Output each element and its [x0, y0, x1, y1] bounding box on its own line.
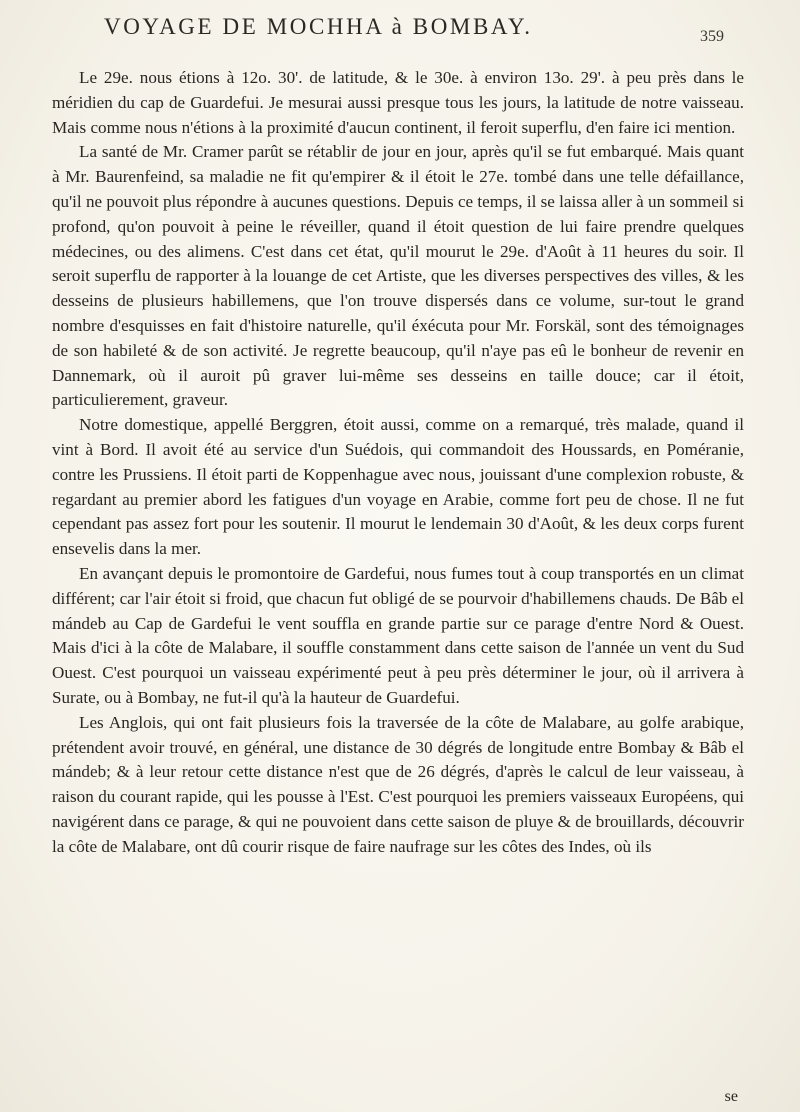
page-header [104, 14, 724, 54]
page-number: 359 [700, 28, 724, 45]
catchword: se [724, 1088, 738, 1105]
paragraph-latitude: Le 29e. nous étions à 12o. 30'. de latitude, & le 30e. à environ 13o. 29'. à peu près dans le méridien du cap de Guardefui. Je mesurai aussi presque tous les jours, la latitude de notre vaisseau. Mais comme nous n'étions à la proximité d'aucun continent, il feroit superflu, d'en faire ici mention. [52, 68, 744, 137]
paragraph-baurenfeind: La santé de Mr. Cramer parût se rétablir de jour en jour, après qu'il se fut embarqué. Mais quant à Mr. Baurenfeind, sa maladie ne fit qu'empirer & il étoit le 27e. tombé dans une telle défaillance, qu'il ne pouvoit plus répondre à aucunes questions. Depuis ce temps, il se laissa aller à un sommeil si profond, qu'on pouvoit à peine le réveiller, quand il étoit question de lui faire prendre quelques médecines, ou des alimens. C'est dans cet état, qu'il mourut le 29e. d'Août à 11 heures du soir. Il seroit superflu de rapporter à la louange de cet Artiste, que les diverses perspectives des villes, & les desseins de plusieurs habillemens, que l'on trouve dispersés dans ce volume, sur-tout le grand nombre d'esquisses en fait d'histoire naturelle, qu'il éxécuta pour Mr. Forskäl, sont des témoignages de son habileté & de son activité. Je regrette beaucoup, qu'il n'aye pas eû le bonheur de revenir en Dannemark, où il auroit pû graver lui-même ses desseins en taille douce; car il étoit, particulierement, graveur. [52, 142, 744, 410]
running-title: VOYAGE DE MOCHHA à BOMBAY. [104, 14, 533, 39]
paragraph-climate: En avançant depuis le promontoire de Gardefui, nous fumes tout à coup transportés en un climat différent; car l'air étoit si froid, que chacun fut obligé de se pourvoir d'habillemens chauds. De Bâb el mándeb au Cap de Gardefui le vent souffla en grande partie sur ce parage d'entre Nord & Ouest. Mais d'ici à la côte de Malabare, il souffle constamment dans cette saison de l'année un vent du Sud Ouest. C'est pourquoi un vaisseau expérimenté peut à peu près déterminer le jour, où il arrivera à Surate, ou à Bombay, ne fut-il qu'à la hauteur de Guardefui. [52, 563, 744, 707]
paragraph-berggren: Notre domestique, appellé Berggren, étoit aussi, comme on a remarqué, très malade, quand il vint à Bord. Il avoit été au service d'un Suédois, qui commandoit des Houssards, en Poméranie, contre les Prussiens. Il étoit parti de Koppenhague avec nous, jouissant d'une complexion robuste, & regardant au premier abord les fatigues d'un voyage en Arabie, comme fort peu de chose. Il ne fut cependant pas assez fort pour les soutenir. Il mourut le lendemain 30 d'Août, & les deux corps furent ensevelis dans la mer. [52, 415, 744, 559]
paragraph-longitude: Les Anglois, qui ont fait plusieurs fois la traversée de la côte de Malabare, au golfe arabique, prétendent avoir trouvé, en général, une distance de 30 dégrés de longitude entre Bombay & Bâb el mándeb; & à leur retour cette distance n'est que de 26 dégrés, d'après le calcul de leur vaisseau, à raison du courant rapide, qui les pousse à l'Est. C'est pourquoi les premiers vaisseaux Européens, qui navigérent dans ce parage, & qui ne pouvoient dans cette saison de pluye & de brouillards, découvrir la côte de Malabare, ont dû courir risque de faire naufrage sur les côtes des Indes, où ils [52, 712, 744, 856]
body-text [52, 66, 744, 860]
